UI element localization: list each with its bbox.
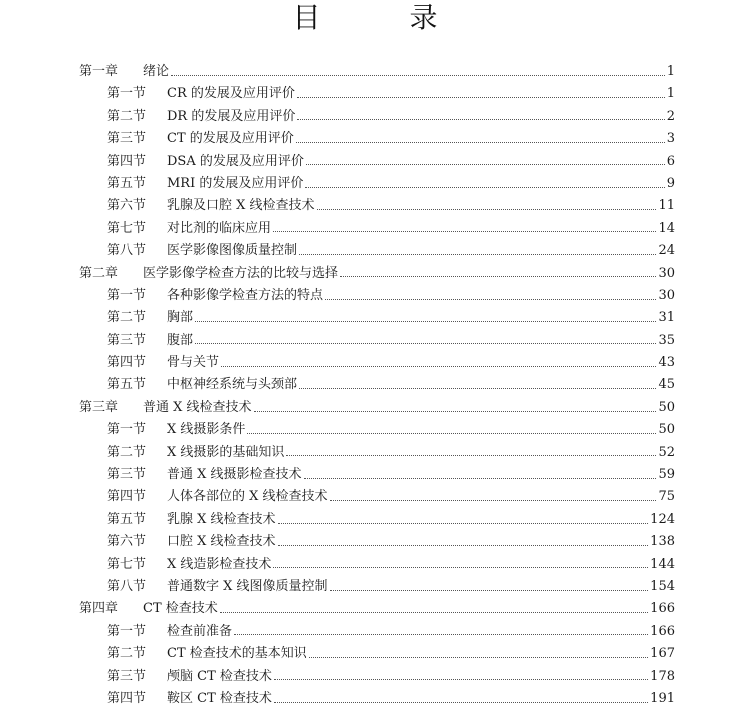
page-number: 30 xyxy=(658,287,675,303)
page-number: 50 xyxy=(658,422,675,438)
section-number: 第七节 xyxy=(107,220,147,236)
section-number: 第三节 xyxy=(107,131,147,147)
section-number: 第五节 xyxy=(107,511,147,527)
chapter-number: 第一章 xyxy=(79,64,119,79)
page-number: 14 xyxy=(658,220,675,236)
dot-leader xyxy=(221,366,656,367)
toc-section-row[interactable] xyxy=(79,374,675,396)
dot-leader xyxy=(340,276,656,277)
page-number: 1 xyxy=(666,64,675,79)
section-title: 医学影像图像质量控制 xyxy=(167,243,298,259)
dot-leader xyxy=(330,500,657,501)
section-number: 第八节 xyxy=(107,578,147,594)
dot-leader xyxy=(297,97,665,98)
page-number: 1 xyxy=(666,86,675,102)
section-title: X 线造影检查技术 xyxy=(167,556,272,572)
dot-leader xyxy=(171,75,665,76)
toc-chapter-row[interactable] xyxy=(79,61,675,83)
section-title: 颅脑 CT 检查技术 xyxy=(167,668,272,684)
toc-section-row[interactable] xyxy=(79,173,675,195)
chapter-title: 绪论 xyxy=(143,64,170,79)
section-number: 第四节 xyxy=(107,153,147,169)
section-title: 人体各部位的 X 线检查技术 xyxy=(167,489,328,505)
section-number: 第三节 xyxy=(107,332,147,348)
section-number: 第六节 xyxy=(107,534,147,550)
chapter-number: 第四章 xyxy=(79,601,119,617)
dot-leader xyxy=(278,545,649,546)
chapter-title: 普通 X 线检查技术 xyxy=(143,399,252,415)
section-title: 乳腺及口腔 X 线检查技术 xyxy=(167,198,315,214)
page-number: 11 xyxy=(658,198,675,214)
section-number: 第二节 xyxy=(107,444,147,460)
chapter-title: 医学影像学检查方法的比较与选择 xyxy=(143,265,339,281)
page-number: 24 xyxy=(658,243,675,259)
dot-leader xyxy=(273,567,648,568)
dot-leader xyxy=(330,590,649,591)
toc-chapter-row[interactable] xyxy=(79,598,675,620)
page-number: 124 xyxy=(650,511,675,527)
dot-leader xyxy=(286,455,656,456)
section-title: CR 的发展及应用评价 xyxy=(167,86,295,102)
section-number: 第六节 xyxy=(107,198,147,214)
toc-section-row[interactable] xyxy=(79,666,675,688)
toc-section-row[interactable] xyxy=(79,307,675,329)
section-number: 第一节 xyxy=(107,86,147,102)
toc-section-row[interactable] xyxy=(79,83,675,105)
section-title: DR 的发展及应用评价 xyxy=(167,108,296,124)
section-number: 第三节 xyxy=(107,668,147,684)
page-number: 191 xyxy=(650,690,675,706)
dot-leader xyxy=(309,657,648,658)
section-number: 第二节 xyxy=(107,310,147,326)
page-number: 59 xyxy=(658,467,675,483)
section-title: X 线摄影的基础知识 xyxy=(167,444,285,460)
toc-section-row[interactable] xyxy=(79,106,675,128)
dot-leader xyxy=(220,612,648,613)
section-number: 第一节 xyxy=(107,422,147,438)
page-number: 9 xyxy=(666,175,675,191)
page-number: 6 xyxy=(666,153,675,169)
toc-section-row[interactable] xyxy=(79,151,675,173)
dot-leader xyxy=(247,433,656,434)
section-number: 第四节 xyxy=(107,690,147,706)
page-number: 138 xyxy=(650,534,675,550)
toc-section-row[interactable] xyxy=(79,218,675,240)
page-number: 2 xyxy=(666,108,675,124)
dot-leader xyxy=(296,142,665,143)
page-number: 30 xyxy=(658,265,675,281)
section-title: 胸部 xyxy=(167,310,194,326)
page-number: 178 xyxy=(650,668,675,684)
toc-section-row[interactable] xyxy=(79,643,675,665)
page-title: 目 录 xyxy=(292,1,478,34)
dot-leader xyxy=(306,164,665,165)
section-title: X 线摄影条件 xyxy=(167,422,246,438)
section-number: 第一节 xyxy=(107,623,147,639)
dot-leader xyxy=(274,702,648,703)
dot-leader xyxy=(297,119,664,120)
toc-section-row[interactable] xyxy=(79,285,675,307)
toc-section-row[interactable] xyxy=(79,554,675,576)
toc-section-row[interactable] xyxy=(79,240,675,262)
page-number: 144 xyxy=(650,556,675,572)
dot-leader xyxy=(274,679,648,680)
page-number: 75 xyxy=(658,489,675,505)
section-title: 中枢神经系统与头颈部 xyxy=(167,377,298,393)
toc-section-row[interactable] xyxy=(79,576,675,598)
section-number: 第二节 xyxy=(107,108,147,124)
chapter-number: 第二章 xyxy=(79,265,119,281)
page-number: 166 xyxy=(650,623,675,639)
toc-section-row[interactable] xyxy=(79,128,675,150)
dot-leader xyxy=(254,411,657,412)
toc-section-row[interactable] xyxy=(79,688,675,710)
dot-leader xyxy=(195,321,656,322)
section-title: CT 检查技术的基本知识 xyxy=(167,646,307,662)
page-number: 50 xyxy=(658,399,675,415)
page-number: 31 xyxy=(658,310,675,326)
chapter-title: CT 检查技术 xyxy=(143,601,218,617)
section-number: 第四节 xyxy=(107,355,147,371)
section-number: 第四节 xyxy=(107,489,147,505)
toc-section-row[interactable] xyxy=(79,621,675,643)
section-title: MRI 的发展及应用评价 xyxy=(167,175,304,191)
section-title: 腹部 xyxy=(167,332,194,348)
toc-section-row[interactable] xyxy=(79,486,675,508)
toc-chapter-row[interactable] xyxy=(79,263,675,285)
section-number: 第一节 xyxy=(107,287,147,303)
toc-section-row[interactable] xyxy=(79,330,675,352)
dot-leader xyxy=(278,523,649,524)
page-number: 35 xyxy=(658,332,675,348)
section-title: 乳腺 X 线检查技术 xyxy=(167,511,276,527)
section-title: 鞍区 CT 检查技术 xyxy=(167,690,272,706)
section-number: 第八节 xyxy=(107,243,147,259)
toc-chapter-row[interactable] xyxy=(79,397,675,419)
section-number: 第二节 xyxy=(107,646,147,662)
dot-leader xyxy=(317,209,657,210)
page-number: 154 xyxy=(650,578,675,594)
dot-leader xyxy=(325,299,656,300)
toc-section-row[interactable] xyxy=(79,531,675,553)
dot-leader xyxy=(195,343,656,344)
toc-section-row[interactable] xyxy=(79,419,675,441)
section-number: 第五节 xyxy=(107,175,147,191)
section-number: 第三节 xyxy=(107,467,147,483)
section-number: 第五节 xyxy=(107,377,147,393)
page-number: 52 xyxy=(658,444,675,460)
dot-leader xyxy=(299,254,656,255)
page-number: 166 xyxy=(650,601,675,617)
section-title: 普通 X 线摄影检查技术 xyxy=(167,467,302,483)
dot-leader xyxy=(299,388,656,389)
table-of-contents xyxy=(79,61,675,710)
dot-leader xyxy=(273,231,656,232)
dot-leader xyxy=(305,187,664,188)
page-number: 3 xyxy=(666,131,675,147)
section-title: DSA 的发展及应用评价 xyxy=(167,153,304,169)
section-title: 对比剂的临床应用 xyxy=(167,220,272,236)
chapter-number: 第三章 xyxy=(79,399,119,415)
page-number: 45 xyxy=(658,377,675,393)
page-number: 167 xyxy=(650,646,675,662)
section-title: 骨与关节 xyxy=(167,355,220,371)
section-title: CT 的发展及应用评价 xyxy=(167,131,294,147)
toc-section-row[interactable] xyxy=(79,464,675,486)
page-number: 43 xyxy=(658,355,675,371)
section-title: 检查前准备 xyxy=(167,623,233,639)
section-title: 口腔 X 线检查技术 xyxy=(167,534,276,550)
dot-leader xyxy=(304,478,657,479)
section-title: 普通数字 X 线图像质量控制 xyxy=(167,578,328,594)
toc-section-row[interactable] xyxy=(79,195,675,217)
section-title: 各种影像学检查方法的特点 xyxy=(167,287,324,303)
toc-section-row[interactable] xyxy=(79,509,675,531)
section-number: 第七节 xyxy=(107,556,147,572)
toc-section-row[interactable] xyxy=(79,442,675,464)
toc-section-row[interactable] xyxy=(79,352,675,374)
dot-leader xyxy=(234,634,648,635)
